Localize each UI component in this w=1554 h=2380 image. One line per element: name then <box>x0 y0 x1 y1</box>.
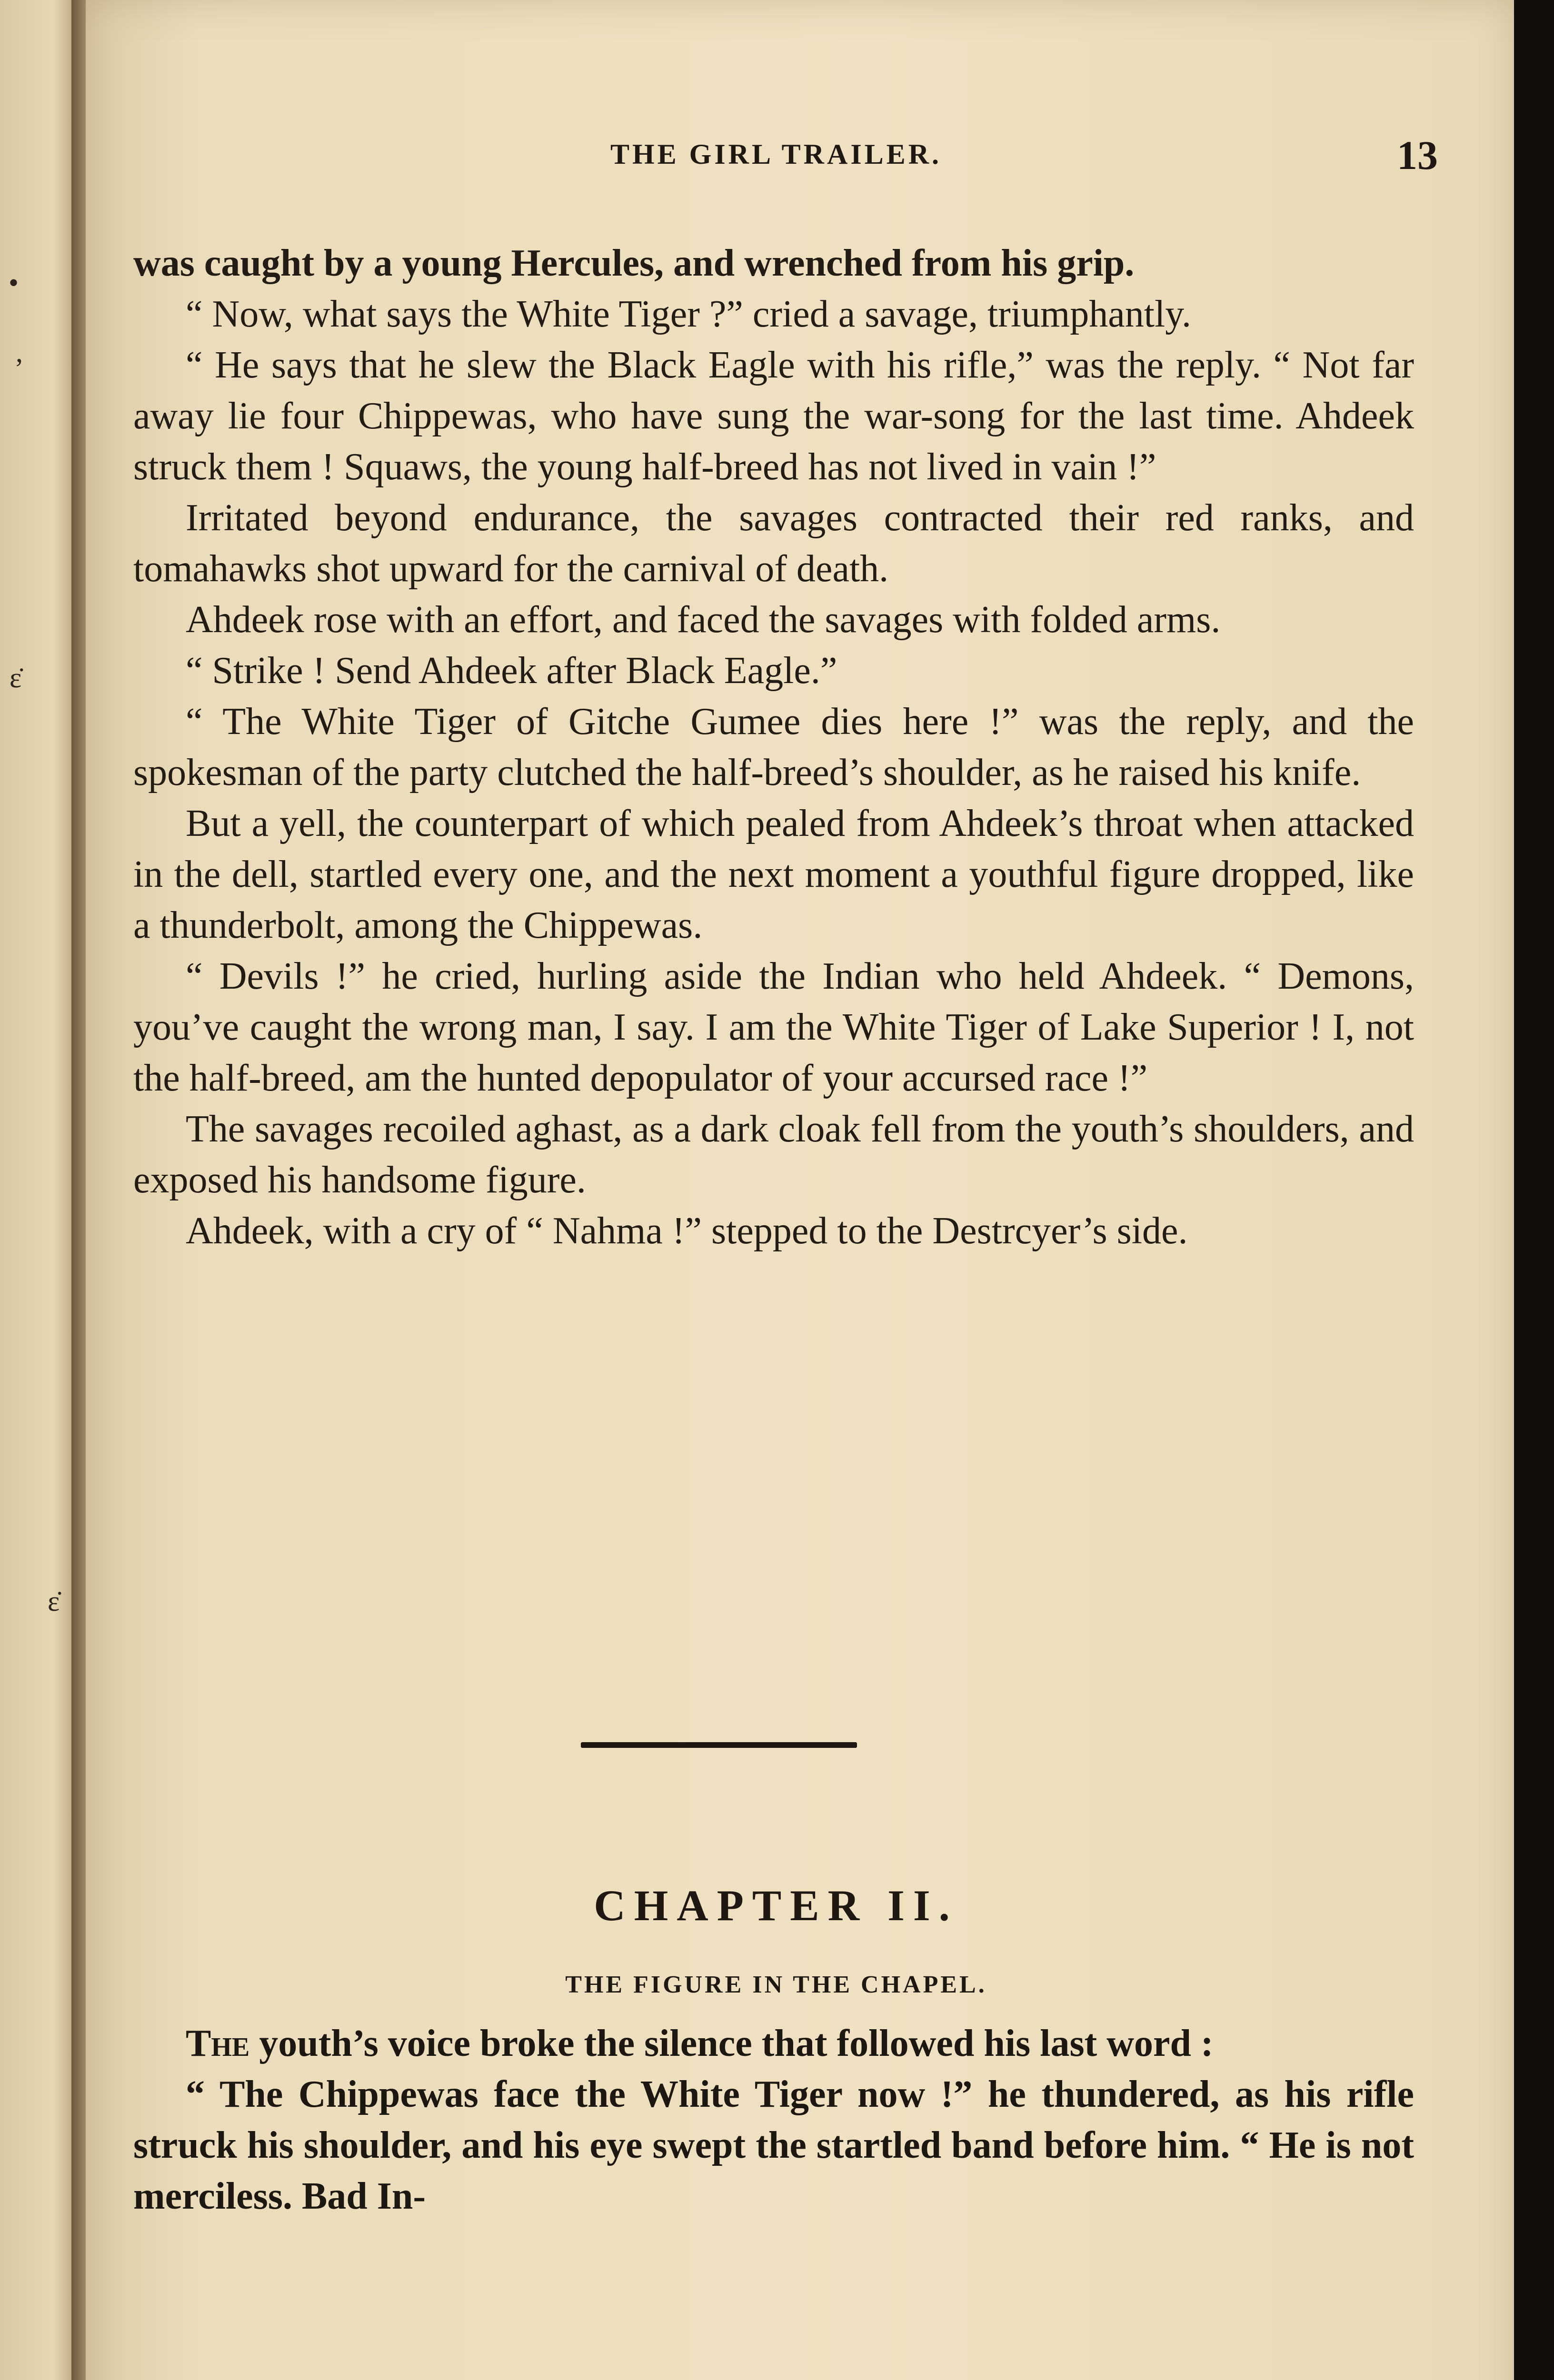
page-header <box>133 132 1438 190</box>
paragraph: “ Now, what says the White Tiger ?” cried a savage, triumphantly. <box>186 293 1192 335</box>
paragraph: Irritated beyond endurance, the savages contracted their red ranks, and tomahawks shot upward for the carnival of death. <box>133 497 1414 590</box>
paragraph: Ahdeek rose with an effort, and faced the savages with folded arms. <box>186 599 1221 641</box>
facing-page-mark: • <box>9 267 19 298</box>
page-number: 13 <box>1397 132 1438 178</box>
paragraph: “ Devils !” he cried, hurling aside the Indian who held Ahdeek. “ Demons, you’ve caught the wrong man, I say. I am the White Tiger of Lake Superior ! I, not the half-breed, am the hunted depopulator of your accursed race !” <box>133 955 1414 1099</box>
paragraph: was caught by a young Hercules, and wrenched from his grip. <box>133 242 1135 284</box>
book-page <box>86 0 1514 2380</box>
paragraph: “ He says that he slew the Black Eagle with his rifle,” was the reply. “ Not far away lie four Chippewas, who have sung the war-song for the last time. Ahdeek struck them ! Squaws, the young half-breed has not lived in vain !” <box>133 344 1414 488</box>
facing-page-mark: ’ <box>14 353 24 384</box>
scan-border-right <box>1514 0 1554 2380</box>
paragraph: Ahdeek, with a cry of “ Nahma !” stepped to the Destrcyer’s side. <box>186 1210 1188 1252</box>
facing-page-mark: ɛ̇ <box>48 1586 60 1617</box>
chapter-text <box>133 2018 1414 2222</box>
chapter-opening-paragraph <box>133 2018 1414 2069</box>
paragraph: But a yell, the counterpart of which pealed from Ahdeek’s throat when attacked in the dell, startled every one, and the next moment a youthful figure dropped, like a thunderbolt, among the Chippewas. <box>133 803 1414 946</box>
paragraph: “ The White Tiger of Gitche Gumee dies here !” was the reply, and the spokesman of the party clutched the half-breed’s shoulder, as he raised his knife. <box>133 701 1414 793</box>
opening-paragraph-text: youth’s voice broke the silence that followed his last word : <box>259 2023 1214 2064</box>
paragraph: “ The Chippewas face the White Tiger now !” he thundered, as his rifle struck his shoulder, and his eye swept the startled band before him. “ He is not merciless. Bad In- <box>133 2073 1414 2217</box>
paragraph: “ Strike ! Send Ahdeek after Black Eagle.” <box>186 650 837 692</box>
chapter-subtitle: THE FIGURE IN THE CHAPEL. <box>565 1971 987 1998</box>
facing-page-edge <box>0 0 76 2380</box>
facing-page-mark: ɛ̇ <box>10 662 22 694</box>
running-head: THE GIRL TRAILER. <box>610 139 942 170</box>
section-divider <box>581 1742 857 1748</box>
chapter-heading: CHAPTER II. <box>594 1881 958 1930</box>
paragraph: The savages recoiled aghast, as a dark cloak fell from the youth’s shoulders, and exposed his handsome figure. <box>133 1108 1414 1201</box>
opening-word: The <box>186 2023 250 2064</box>
body-text <box>133 238 1414 1257</box>
